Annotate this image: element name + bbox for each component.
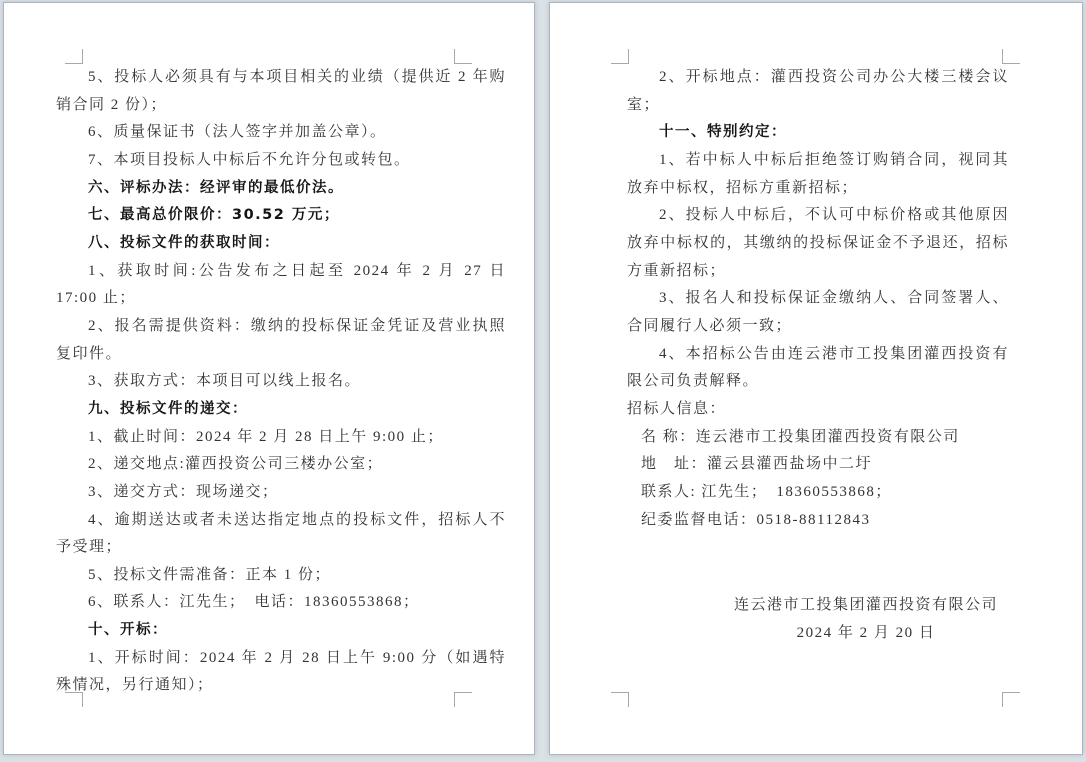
paragraph: 1、获取时间:公告发布之日起至 2024 年 2 月 27 日 17:00 止；: [56, 262, 506, 307]
paragraph: 地 址：灌云县灌西盐场中二圩: [641, 456, 873, 473]
paragraph: 4、本招标公告由连云港市工投集团灌西投资有限公司负责解释。: [627, 345, 1009, 390]
paragraph: 7、本项目投标人中标后不允许分包或转包。: [88, 151, 411, 168]
margin-mark-top-left: [65, 49, 83, 64]
section-heading: 九、投标文件的递交：: [88, 400, 248, 417]
paragraph: 2、开标地点：灌西投资公司办公大楼三楼会议室；: [627, 69, 1009, 113]
paragraph: 1、开标时间：2024 年 2 月 28 日上午 9:00 分（如遇特殊情况，另行通知）；: [56, 649, 506, 694]
page-1-text-area: [56, 64, 506, 700]
section-heading: 十一、特别约定：: [659, 124, 787, 141]
signature-block: [723, 592, 1009, 647]
margin-mark-bottom-right: [1002, 692, 1020, 707]
paragraph: 名 称：连云港市工投集团灌西投资有限公司: [641, 428, 960, 445]
section-heading: 八、投标文件的获取时间：: [88, 234, 280, 251]
document-page-1[interactable]: [3, 2, 535, 755]
paragraph: 6、质量保证书（法人签字并加盖公章）。: [88, 124, 387, 141]
signature-date: 2024 年 2 月 20 日: [796, 624, 936, 641]
margin-mark-top-left: [611, 49, 629, 64]
paragraph: 招标人信息：: [627, 400, 727, 417]
section-heading: 七、最高总价限价：30.52 万元；: [88, 207, 340, 224]
section-heading: 六、评标办法：经评审的最低价法。: [88, 179, 344, 196]
page-2-text-area: [627, 64, 1009, 647]
paragraph: 6、联系人：江先生； 电话：18360553868；: [88, 594, 420, 611]
paragraph: 4、逾期送达或者未送达指定地点的投标文件，招标人不予受理；: [56, 511, 506, 556]
paragraph: 3、获取方式：本项目可以线上报名。: [88, 373, 362, 390]
paragraph: 2、递交地点:灌西投资公司三楼办公室；: [88, 456, 384, 473]
document-page-2[interactable]: [549, 2, 1083, 755]
paragraph: 3、递交方式：现场递交；: [88, 483, 279, 500]
paragraph: 1、截止时间：2024 年 2 月 28 日上午 9:00 止；: [88, 428, 444, 445]
margin-mark-top-right: [1002, 49, 1020, 64]
paragraph: 联系人: 江先生； 18360553868；: [641, 483, 892, 500]
margin-mark-top-right: [454, 49, 472, 64]
paragraph: 5、投标文件需准备：正本 1 份；: [88, 566, 332, 583]
paragraph: 3、报名人和投标保证金缴纳人、合同签署人、合同履行人必须一致；: [627, 290, 1009, 334]
paragraph: 纪委监督电话：0518-88112843: [641, 511, 871, 528]
paragraph: 2、报名需提供资料：缴纳的投标保证金凭证及营业执照复印件。: [56, 317, 506, 362]
paragraph: 5、投标人必须具有与本项目相关的业绩（提供近 2 年购销合同 2 份）；: [56, 69, 506, 113]
signature-company: 连云港市工投集团灌西投资有限公司: [733, 597, 998, 614]
paragraph: 1、若中标人中标后拒绝签订购销合同，视同其放弃中标权，招标方重新招标；: [627, 151, 1009, 196]
section-heading: 十、开标：: [88, 622, 168, 639]
paragraph: 2、投标人中标后，不认可中标价格或其他原因放弃中标权的，其缴纳的投标保证金不予退还，招标方重新招标；: [627, 207, 1009, 279]
margin-mark-bottom-left: [611, 692, 629, 707]
